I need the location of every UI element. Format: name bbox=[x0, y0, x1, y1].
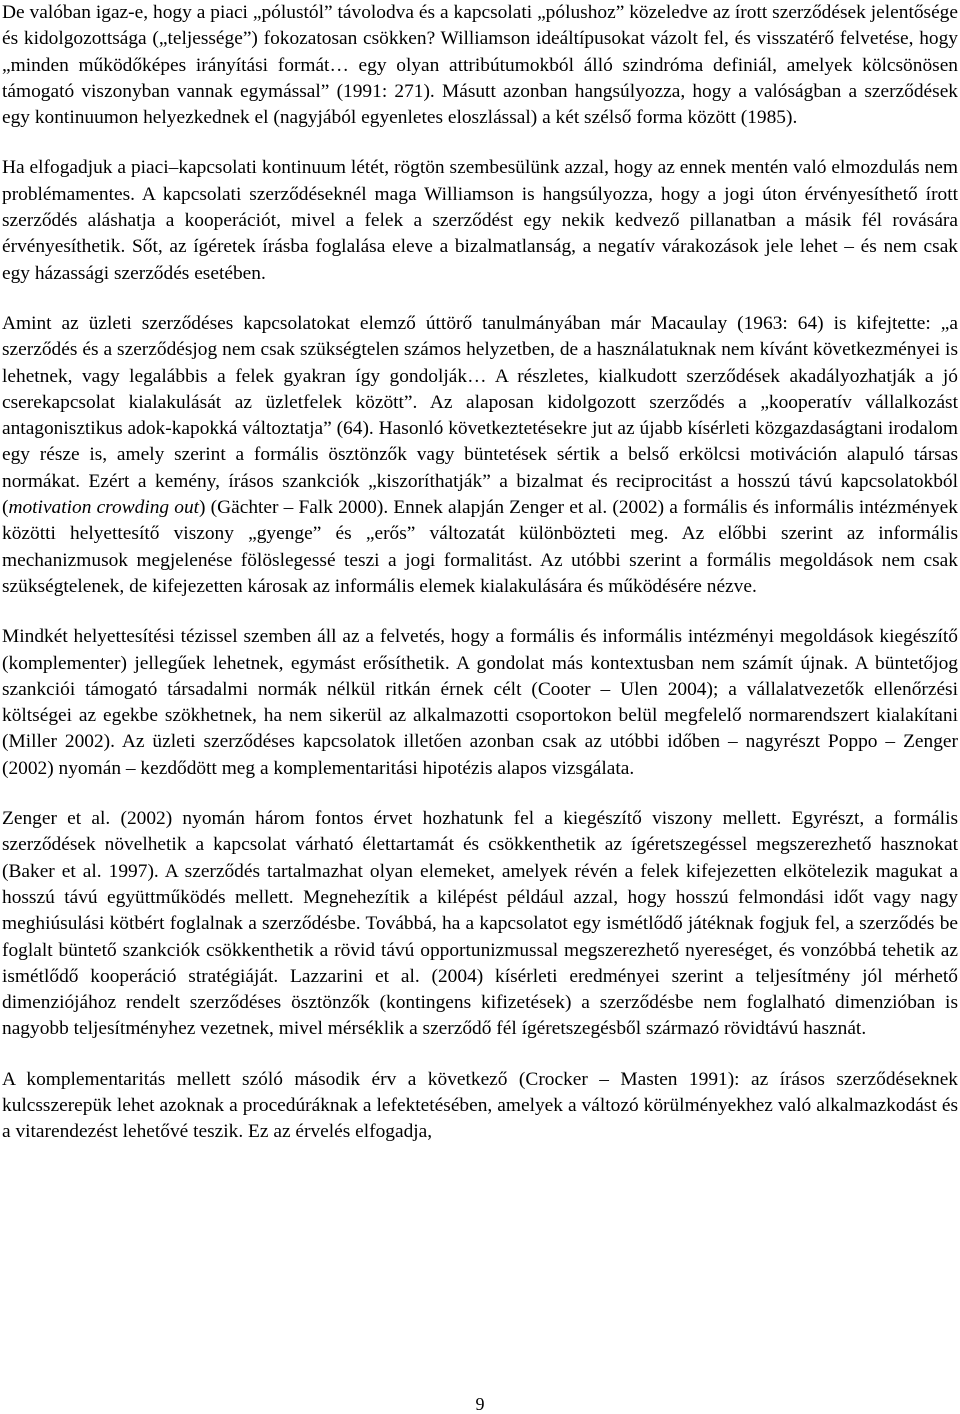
text-run: ) (Gächter – Falk 2000). Ennek alapján Zenger et al. (2002) a formális és informális intézmények közötti helyettesítő viszony „gyenge” és „erős” változatát különbözteti meg. Az előbbi szerint az informális mechanizmusok megjelenése fölöslegessé teszi a jogi formalitást. Az utóbbi szerint a formális megoldások nem csak szükségtelenek, de kifejezetten károsak az informális elemek kialakulására és működésére nézve. bbox=[2, 497, 958, 597]
body-text bbox=[2, 0, 958, 1146]
italic-text-run: motivation crowding out bbox=[8, 497, 200, 519]
paragraph bbox=[2, 311, 958, 600]
page-number: 9 bbox=[475, 1394, 485, 1414]
paragraph bbox=[2, 806, 958, 1043]
text-run: Amint az üzleti szerződéses kapcsolatokat elemző úttörő tanulmányában már Macaulay (1963: 64) is kifejtette: „a szerződés és a szerződésjog nem csak szükségtelen számos helyzetben, de a használatuknak nem kívánt következményei is lehetnek, vagy legalábbis a felek gyakran így gondolják… A részletes, kialkudott szerződések akadályozhatják a jó cserekapcsolat kialakulását az üzletfelek között”. Az alaposan kidolgozott szerződés a „kooperatív vállalkozást antagonisztikus adok-kapokká változtatja” (64). Hasonló következtetésekre jut az újabb kísérleti közgazdaságtani irodalom egy része is, amely szerint a formális ösztönzők vagy büntetések sértik a belső erkölcsi motiváción alapuló társas normákat. Ezért a kemény, írásos szankciók „kiszoríthatják” a bizalmat és reciprocitást a hosszú távú kapcsolatokból ( bbox=[2, 312, 958, 519]
paragraph bbox=[2, 0, 958, 131]
paragraph bbox=[2, 1067, 958, 1146]
paragraph bbox=[2, 624, 958, 782]
text-run: A komplementaritás mellett szóló második érv a következő (Crocker – Masten 1991): az írásos szerződéseknek kulcsszerepük lehet azoknak a procedúráknak a lefektetésében, amelyek a változó körülményekhez való alkalmazkodást és a vitarendezést lehetővé teszik. Ez az érvelés elfogadja, bbox=[2, 1068, 958, 1143]
text-run: Zenger et al. (2002) nyomán három fontos érvet hozhatunk fel a kiegészítő viszony mellett. Egyrészt, a formális szerződések növelhetik a kapcsolat várható élettartamát és csökkenthetik az ígéretszegéssel megszerezhető hasznokat (Baker et al. 1997). A szerződés tartalmazhat olyan elemeket, amelyek révén a felek kifejezetten elkötelezik magukat a hosszú távú együttműködés mellett. Megnehezítik a kilépést például azzal, hogy hosszú felmondási időt vagy nagy meghiúsulási kötbért foglalnak a szerződésbe. Továbbá, ha a kapcsolatot egy ismétlődő játéknak fogjuk fel, a szerződés be foglalt büntető szankciók csökkenthetik a rövid távú opportunizmussal megszerezhető nyereséget, és vonzóbbá tehetik az ismétlődő kooperáció stratégiáját. Lazzarini et al. (2004) kísérleti eredményei szerint a teljesítmény jól mérhető dimenziójához rendelt szerződéses ösztönzők (kontingens kifizetések) a szerződésbe nem foglalható dimenzióban is nagyobb teljesítményhez vezetnek, mivel mérséklik a szerződő fél ígéretszegésből származó rövidtávú hasznát. bbox=[2, 808, 958, 1040]
text-run: Mindkét helyettesítési tézissel szemben áll az a felvetés, hogy a formális és informális intézményi megoldások kiegészítő (komplementer) jellegűek lehetnek, egymást erősíthetik. A gondolat más kontextusban nem számít újnak. A büntetőjog szankciói támogató társadalmi normák nélkül ritkán érnek célt (Cooter – Ulen 2004); a vállalatvezetők ellenőrzési költségei az egekbe szökhetnek, ha nem sikerül az alkalmazotti csoportokon belül megfelelő normarendszert kialakítani (Miller 2002). Az üzleti szerződéses kapcsolatok illetően azonban csak az utóbbi időben – nagyrészt Poppo – Zenger (2002) nyomán – kezdődött meg a komplementaritási hipotézis alapos vizsgálata. bbox=[2, 626, 958, 779]
text-run: De valóban igaz-e, hogy a piaci „pólustól” távolodva és a kapcsolati „pólushoz” közeledve az írott szerződések jelentősége és kidolgozottsága („teljessége”) fokozatosan csökken? Williamson ideáltípusokat vázolt fel, és visszatérő felvetése, hogy „minden működőképes irányítási formát… egy olyan attribútumokból álló szindróma definiál, amelyek kölcsönösen támogató viszonyban vannak egymással” (1991: 271). Másutt azonban hangsúlyozza, hogy a valóságban a szerződések egy kontinuumon helyezkednek el (nagyjából egyenletes eloszlással) a két szélső forma között (1985). bbox=[2, 2, 958, 129]
text-run: Ha elfogadjuk a piaci–kapcsolati kontinuum létét, rögtön szembesülünk azzal, hogy az ennek mentén való elmozdulás nem problémamentes. A kapcsolati szerződéseknél maga Williamson is hangsúlyozza, hogy a jogi úton érvényesíthető írott szerződés aláshatja a kooperációt, mivel a felek a szerződést egy nekik kedvező pillanatban a másik fél rovására érvényesíthetik. Sőt, az ígéretek írásba foglalása eleve a bizalmatlanság, a negatív várakozások jele lehet – és nem csak egy házassági szerződés esetében. bbox=[2, 157, 958, 284]
paragraph bbox=[2, 155, 958, 286]
